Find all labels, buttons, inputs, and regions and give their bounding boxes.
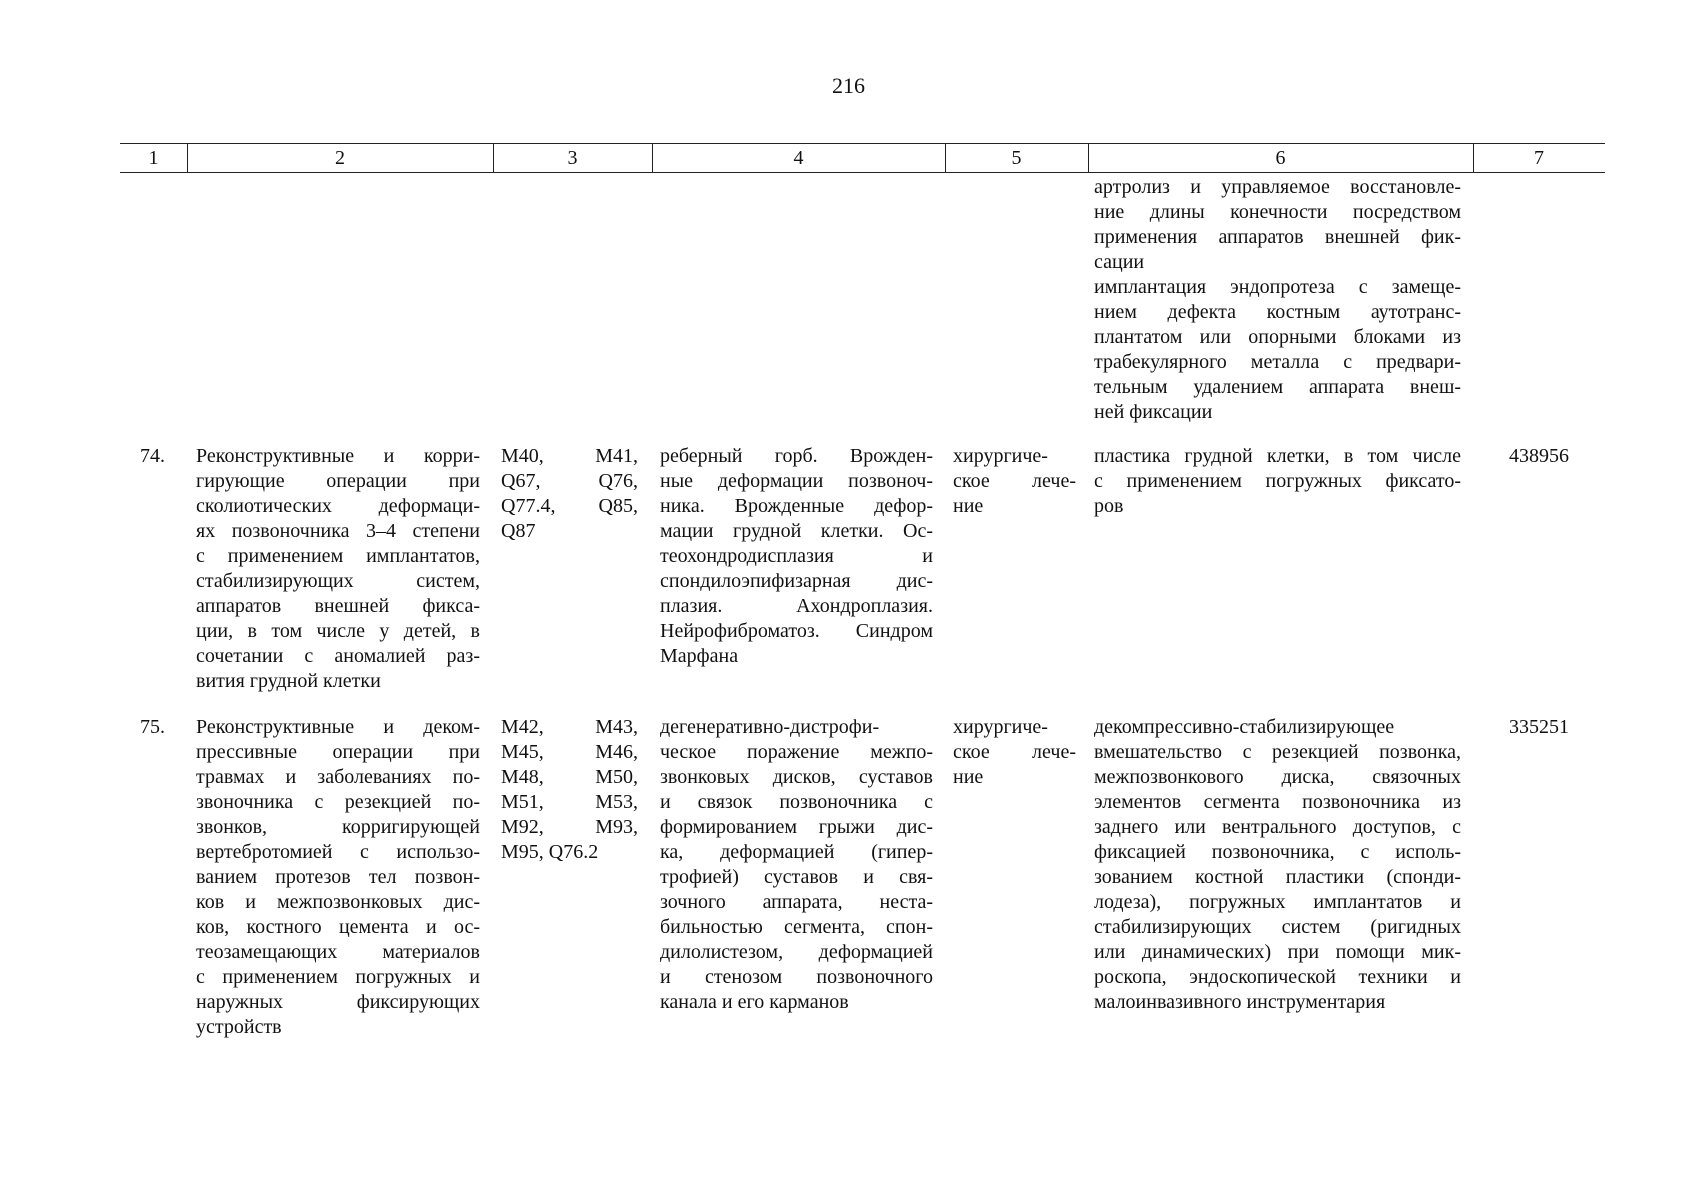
header-col-4: 4 [793, 147, 804, 169]
text-line: вмешательство с резекцией позвонка, [1094, 741, 1461, 763]
code: Q76, [598, 470, 638, 492]
text-line: бильностью сегмента, спон- [660, 916, 933, 938]
text-line: стабилизирующих систем, [196, 570, 480, 592]
code: M51, [501, 791, 544, 813]
text-line: и стенозом позвоночного [660, 966, 933, 988]
code: M95, Q76.2 [501, 841, 599, 863]
text-line: хирургиче- [953, 716, 1048, 738]
text-line: ние [953, 495, 984, 517]
header-col-6: 6 [1275, 147, 1286, 169]
text-line: вития грудной клетки [196, 670, 381, 692]
text-line: сколиотических деформаци- [196, 495, 480, 517]
text-line: звоночника с резекцией по- [196, 791, 480, 813]
row-codes [501, 715, 638, 865]
text-line: ское лече- [953, 741, 1076, 763]
code: Q85, [598, 495, 638, 517]
row-name [196, 444, 480, 694]
text-line: лодеза), погружных имплантатов и [1094, 891, 1461, 913]
code: Q67, [501, 470, 541, 492]
code: M45, [501, 741, 544, 763]
text-line: с применением имплантатов, [196, 545, 480, 567]
text-line: малоинвазивного инструментария [1094, 991, 1386, 1013]
text-line: имплантация эндопротеза с замеще- [1094, 276, 1461, 298]
code: M43, [595, 716, 638, 738]
text-line: реберный горб. Врожден- [660, 445, 933, 467]
text-line: ные деформации позвоноч- [660, 470, 933, 492]
text-line: ции, в том числе у детей, в [196, 620, 480, 642]
text-line: фиксацией позвоночника, с исполь- [1094, 841, 1461, 863]
text-line: декомпрессивно-стабилизирующее [1094, 716, 1395, 738]
text-line: формированием грыжи дис- [660, 816, 933, 838]
text-line: ней фиксации [1094, 401, 1213, 423]
code: M48, [501, 766, 544, 788]
text-line: спондилоэпифизарная дис- [660, 570, 933, 592]
text-line: ков и межпозвонковых дис- [196, 891, 480, 913]
text-line: элементов сегмента позвоночника из [1094, 791, 1461, 813]
text-line: роскопа, эндоскопической техники и [1094, 966, 1461, 988]
text-line: заднего или вентрального доступов, с [1094, 816, 1461, 838]
text-line: канала и его карманов [660, 991, 849, 1013]
row-diagnosis [660, 444, 933, 669]
text-line: с применением погружных и [196, 966, 480, 988]
row-treatment-type [953, 715, 1076, 790]
text-line: хирургиче- [953, 445, 1048, 467]
text-line: мации грудной клетки. Ос- [660, 520, 933, 542]
text-line: аппаратов внешней фикса- [196, 595, 480, 617]
text-line: дилолистезом, деформацией [660, 941, 933, 963]
text-line: Марфана [660, 645, 739, 667]
text-line: гирующие операции при [196, 470, 480, 492]
row-codes [501, 444, 638, 544]
text-line: тельным удалением аппарата внеш- [1094, 376, 1461, 398]
text-line: или динамических) при помощи мик- [1094, 941, 1461, 963]
text-line: с применением погружных фиксато- [1094, 470, 1461, 492]
code: M41, [595, 445, 638, 467]
code: M53, [595, 791, 638, 813]
page-number: 216 [832, 73, 865, 98]
text-line: сации [1094, 251, 1145, 273]
row-cost: 438956 [1509, 445, 1569, 467]
text-line: теохондродисплазия и [660, 545, 933, 567]
text-line: зованием костной пластики (спонди- [1094, 866, 1461, 888]
text-line: применения аппаратов внешней фик- [1094, 226, 1461, 248]
text-line: звонков, корригирующей [196, 816, 480, 838]
row-number: 74. [140, 445, 165, 467]
text-line: плазия. Ахондроплазия. [660, 595, 933, 617]
text-line: ние длины конечности посредством [1094, 201, 1461, 223]
code: M92, [501, 816, 544, 838]
text-line: трабекулярного металла с предвари- [1094, 351, 1461, 373]
row-diagnosis [660, 715, 933, 1015]
text-line: дегенеративно-дистрофи- [660, 716, 880, 738]
text-line: стабилизирующих систем (ригидных [1094, 916, 1461, 938]
text-line: прессивные операции при [196, 741, 480, 763]
code: M42, [501, 716, 544, 738]
text-line: межпозвонкового диска, связочных [1094, 766, 1461, 788]
header-col-1: 1 [148, 147, 159, 169]
text-line: ника. Врожденные дефор- [660, 495, 933, 517]
continuation-col6 [1094, 175, 1461, 425]
row-cost: 335251 [1509, 716, 1569, 738]
text-line: пластика грудной клетки, в том числе [1094, 445, 1461, 467]
text-line: ское лече- [953, 470, 1076, 492]
text-line: звонковых дисков, суставов [660, 766, 933, 788]
text-line: плантатом или опорными блоками из [1094, 326, 1461, 348]
header-col-3: 3 [567, 147, 578, 169]
code: M40, [501, 445, 544, 467]
code: M50, [595, 766, 638, 788]
header-col-7: 7 [1534, 147, 1544, 169]
text-line: устройств [196, 1016, 282, 1038]
text-line: Нейрофиброматоз. Синдром [660, 620, 933, 642]
text-line: сочетании с аномалией раз- [196, 645, 480, 667]
row-method [1094, 715, 1461, 1015]
text-line: зочного аппарата, неста- [660, 891, 933, 913]
header-col-5: 5 [1011, 147, 1022, 169]
text-line: Реконструктивные и деком- [196, 716, 480, 738]
text-line: вертебротомией с использо- [196, 841, 480, 863]
code: M93, [595, 816, 638, 838]
text-line: наружных фиксирующих [196, 991, 480, 1013]
text-line: Реконструктивные и корри- [196, 445, 480, 467]
header-col-2: 2 [335, 147, 345, 169]
code: Q77.4, [501, 495, 556, 517]
text-line: и связок позвоночника с [660, 791, 933, 813]
text-line: ков, костного цемента и ос- [196, 916, 480, 938]
text-line: артролиз и управляемое восстановле- [1094, 176, 1461, 198]
text-line: ние [953, 766, 984, 788]
table-header [120, 143, 1605, 173]
text-line: ров [1094, 495, 1124, 517]
text-line: ях позвоночника 3–4 степени [196, 520, 480, 542]
row-number: 75. [140, 716, 165, 738]
text-line: ка, деформацией (гипер- [660, 841, 933, 863]
text-line: ванием протезов тел позвон- [196, 866, 480, 888]
text-line: трофией) суставов и свя- [660, 866, 933, 888]
text-line: нием дефекта костным аутотранс- [1094, 301, 1461, 323]
text-line: ческое поражение межпо- [660, 741, 933, 763]
text-line: травмах и заболеваниях по- [196, 766, 480, 788]
code: Q87 [501, 520, 536, 542]
row-method [1094, 444, 1461, 519]
text-line: теозамещающих материалов [196, 941, 480, 963]
row-name [196, 715, 480, 1040]
row-treatment-type [953, 444, 1076, 519]
code: M46, [595, 741, 638, 763]
